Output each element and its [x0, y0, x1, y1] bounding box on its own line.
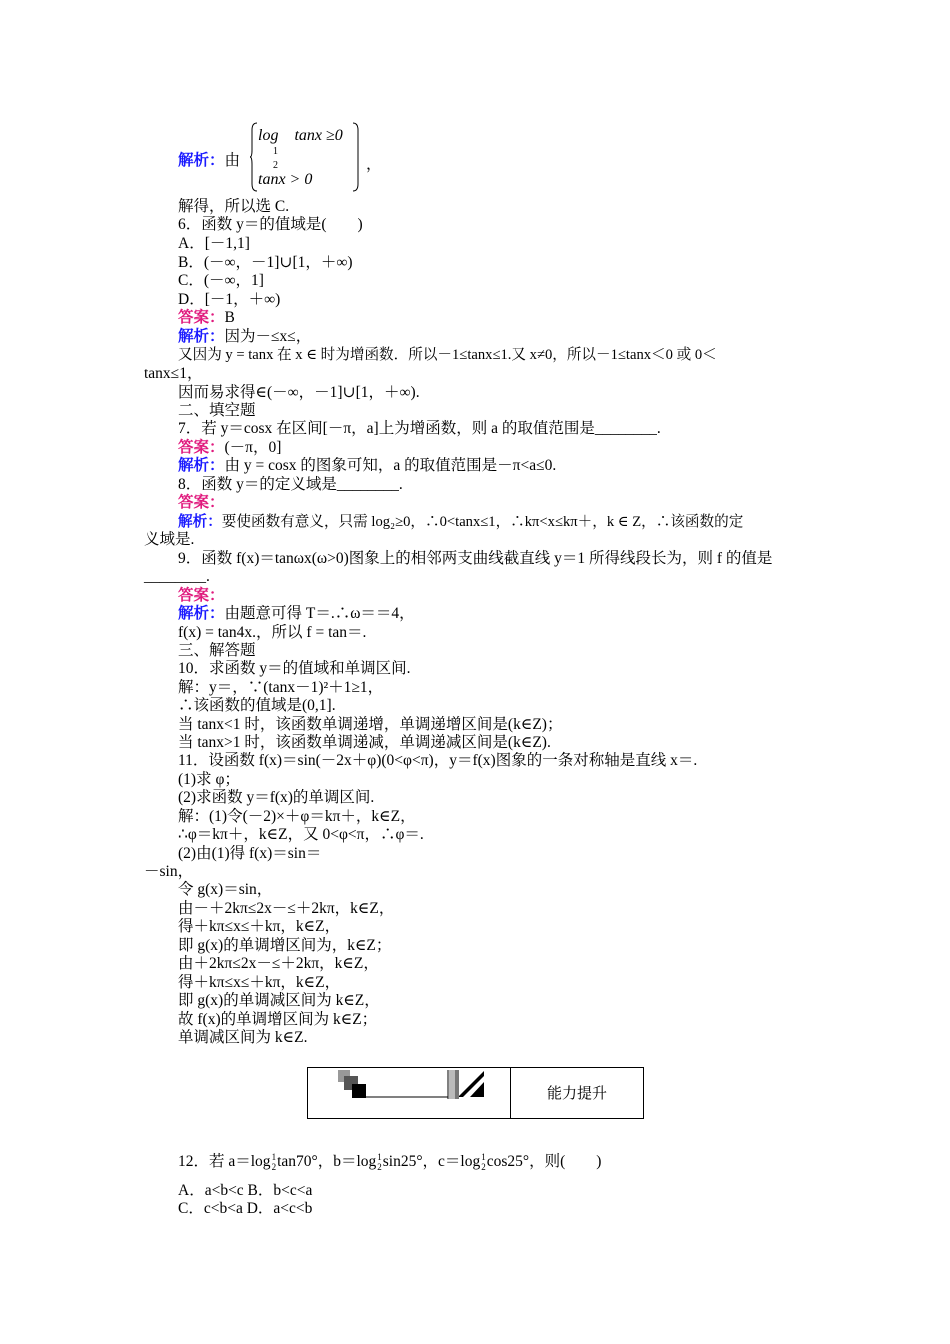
text-line: ________. — [144, 568, 210, 585]
system-row-1: log tanx ≥0 — [258, 127, 343, 144]
analysis-line — [178, 328, 311, 346]
answer-label: 答案： — [178, 587, 225, 604]
text-line: 由－＋2kπ≤2x－≤＋2kπ，k∈Z， — [178, 900, 395, 917]
text-line: 故 f(x)的单调增区间为 k∈Z； — [178, 1011, 378, 1028]
section-heading-fill-blank: 二、填空题 — [178, 402, 256, 419]
right-paren-icon — [352, 122, 360, 192]
option-c: C．(－∞，1] — [178, 272, 264, 289]
log-base-fraction: 1 2 — [273, 146, 278, 171]
option-b: B．(－∞，－1]∪[1，＋∞) — [178, 254, 353, 271]
analysis-label: 解析： — [178, 457, 225, 474]
text-line: f(x) = tan4x.，所以 f = tan＝. — [178, 624, 367, 641]
banner-decoration — [308, 1068, 511, 1118]
text-line: 又因为 y = tanx 在 x ∈ 时为增函数．所以－1≤tanx≤1.又 x≠0，所以－1≤tanx＜0 或 0＜ — [178, 347, 717, 363]
section-heading-solve: 三、解答题 — [178, 642, 256, 659]
options-line-2: C．c<b<a D．a<c<b — [178, 1200, 313, 1217]
system-comma: ， — [366, 156, 382, 173]
answer-line — [178, 309, 235, 327]
answer-line — [178, 439, 281, 457]
analysis-label: 解析： — [178, 514, 222, 530]
answer-text: (－π，0] — [224, 439, 282, 456]
question-10: 10．求函数 y＝的值域和单调区间. — [178, 660, 411, 677]
text-line: (2)求函数 y＝f(x)的单调区间. — [178, 789, 375, 806]
analysis-text: 要使函数有意义，只需 log₂≥0，∴0<tanx≤1，∴kπ<x≤kπ＋，k ∈ Z，∴该函数的定 — [221, 514, 744, 530]
text-line: 当 tanx>1 时，该函数单调递减，单调递减区间是(k∈Z). — [178, 734, 551, 751]
answer-line — [178, 587, 225, 605]
answer-line — [178, 494, 225, 512]
text-line: 得＋kπ≤x≤＋kπ，k∈Z， — [178, 974, 341, 991]
option-d: D．[－1，＋∞) — [178, 291, 281, 308]
text-line: (1)求 φ； — [178, 771, 240, 788]
banner-title: 能力提升 — [546, 1084, 607, 1102]
section-banner — [307, 1067, 644, 1119]
text-line: 因而易求得∈(－∞，－1]∪[1，＋∞). — [178, 384, 420, 401]
text-line: 解：y＝，∵(tanx－1)²＋1≥1， — [178, 679, 384, 696]
analysis-label: 解析： — [178, 605, 225, 622]
analysis-text: 由题意可得 T＝.∴ω＝＝4， — [224, 605, 415, 622]
question-7: 7．若 y＝cosx 在区间[－π，a]上为增函数，则 a 的取值范围是________. — [178, 420, 661, 437]
answer-text: B — [224, 309, 235, 326]
log-base-fraction: 1 2 — [271, 1152, 277, 1173]
text-line: 即 g(x)的单调增区间为，k∈Z； — [178, 937, 392, 954]
option-a: A．[－1,1] — [178, 235, 250, 252]
text-line: 当 tanx<1 时，该函数单调递增，单调递增区间是(k∈Z)； — [178, 716, 563, 733]
options-line-1: A．a<b<c B．b<c<a — [178, 1182, 313, 1199]
question-11: 11．设函数 f(x)＝sin(－2x＋φ)(0<φ<π)，y＝f(x)图象的一条对称轴是直线 x＝. — [178, 752, 698, 769]
text-line: (2)由(1)得 f(x)＝sin＝ — [178, 845, 322, 862]
text-line: 即 g(x)的单调减区间为 k∈Z， — [178, 992, 380, 1009]
text-line: 单调减区间为 k∈Z. — [178, 1029, 308, 1046]
text-line: －sin， — [144, 863, 194, 880]
answer-label: 答案： — [178, 494, 225, 511]
analysis-text: 由 — [224, 152, 241, 169]
text-line: ∴φ＝kπ＋，k∈Z，又 0<φ<π，∴φ＝. — [178, 826, 424, 843]
analysis-line — [178, 605, 415, 623]
question-6: 6．函数 y＝的值域是( ) — [178, 216, 363, 233]
banner-pattern-icon — [308, 1068, 510, 1118]
text-line: 义域是. — [144, 531, 195, 548]
text-line: 令 g(x)＝sin， — [178, 881, 273, 898]
text-line: ∴该函数的值域是(0,1]. — [178, 697, 336, 714]
text-line: tanx≤1， — [144, 365, 203, 382]
question-12: 12．若 a＝log 1 2 tan70°，b＝log 1 2 sin25°，c＝log 1 2 cos25°，则( ) — [178, 1152, 602, 1173]
analysis-line — [178, 457, 556, 475]
question-9: 9．函数 f(x)＝tanωx(ω>0)图象上的相邻两支曲线截直线 y＝1 所得线段长为，则 f 的值是 — [178, 550, 773, 567]
text-line: 解：(1)令(－2)×＋φ＝kπ＋，k∈Z， — [178, 808, 416, 825]
left-brace-icon — [250, 122, 258, 192]
text-line: 解得，所以选 C. — [178, 198, 290, 215]
log-base-fraction: 1 2 — [377, 1152, 382, 1173]
text-line: 由＋2kπ≤2x－≤＋2kπ，k∈Z， — [178, 955, 379, 972]
question-8: 8．函数 y＝的定义域是________. — [178, 476, 403, 493]
answer-label: 答案： — [178, 439, 225, 456]
inequality-system — [250, 122, 360, 194]
system-row-2: tanx > 0 — [258, 171, 313, 188]
analysis-label: 解析： — [178, 152, 225, 169]
answer-label: 答案： — [178, 309, 225, 326]
analysis-label: 解析： — [178, 328, 225, 345]
analysis-text: 因为－≤x≤， — [224, 328, 312, 345]
analysis-text: 由 y = cosx 的图象可知，a 的取值范围是－π<a≤0. — [224, 457, 557, 474]
analysis-line — [178, 513, 743, 531]
analysis-line-1 — [178, 152, 240, 170]
log-base-fraction: 1 2 — [481, 1152, 486, 1173]
text-line: 得＋kπ≤x≤＋kπ，k∈Z， — [178, 918, 341, 935]
